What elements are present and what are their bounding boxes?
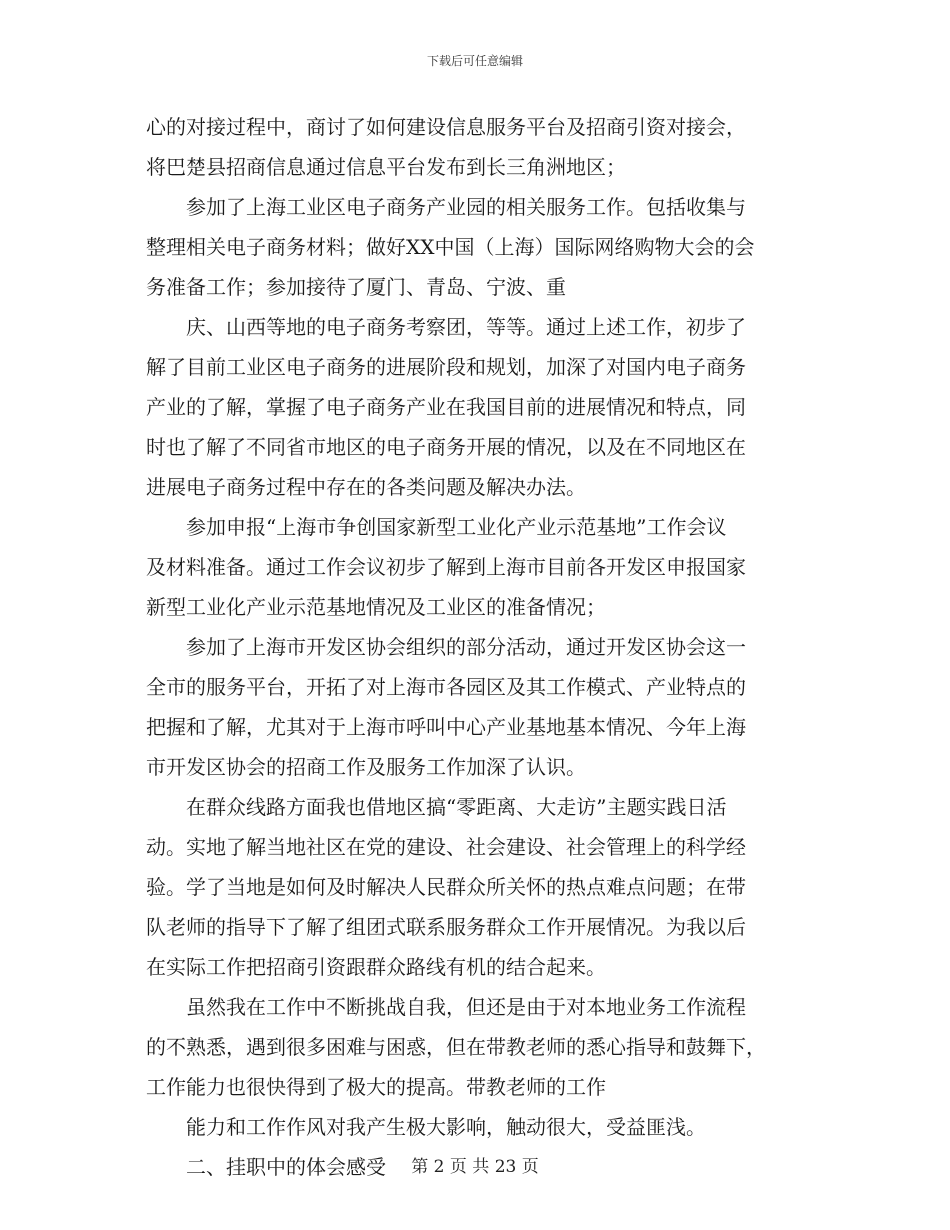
text-line: 的不熟悉，遇到很多困难与困惑，但在带教老师的悉心指导和鼓舞下，	[146, 1035, 766, 1059]
text-line: 解了目前工业区电子商务的进展阶段和规划，加深了对国内电子商务	[146, 355, 746, 379]
text-line: 能力和工作作风对我产生极大影响，触动很大，受益匪浅。	[186, 1115, 706, 1139]
text-line: 市开发区协会的招商工作及服务工作加深了认识。	[146, 755, 586, 779]
text-line: 验。学了当地是如何及时解决人民群众所关怀的热点难点问题；在带	[146, 875, 746, 899]
text-line: 队老师的指导下了解了组团式联系服务群众工作开展情况。为我以后	[146, 915, 746, 939]
text-line: 务准备工作；参加接待了厦门、青岛、宁波、重	[146, 275, 566, 299]
body-text	[146, 107, 806, 1187]
text-line: 参加申报“上海市争创国家新型工业化产业示范基地”工作会议	[186, 515, 727, 539]
text-line: 庆、山西等地的电子商务考察团，等等。通过上述工作，初步了	[186, 315, 746, 339]
text-line: 整理相关电子商务材料；做好XX中国（上海）国际网络购物大会的会	[146, 235, 755, 259]
text-line: 动。实地了解当地社区在党的建设、社会建设、社会管理上的科学经	[146, 835, 746, 859]
text-line: 及材料准备。通过工作会议初步了解到上海市目前各开发区申报国家	[146, 555, 746, 579]
text-line: 工作能力也很快得到了极大的提高。带教老师的工作	[146, 1075, 606, 1099]
text-line: 虽然我在工作中不断挑战自我，但还是由于对本地业务工作流程	[186, 995, 746, 1019]
text-line: 参加了上海市开发区协会组织的部分活动，通过开发区协会这一	[186, 635, 746, 659]
text-line: 时也了解了不同省市地区的电子商务开展的情况，以及在不同地区在	[146, 435, 746, 459]
text-line: 进展电子商务过程中存在的各类问题及解决办法。	[146, 475, 586, 499]
text-line: 新型工业化产业示范基地情况及工业区的准备情况；	[146, 595, 606, 619]
text-line: 在实际工作把招商引资跟群众路线有机的结合起来。	[146, 955, 606, 979]
text-line: 参加了上海工业区电子商务产业园的相关服务工作。包括收集与	[186, 195, 746, 219]
text-line: 把握和了解，尤其对于上海市呼叫中心产业基地基本情况、今年上海	[146, 715, 746, 739]
text-line: 心的对接过程中，商讨了如何建设信息服务平台及招商引资对接会，	[146, 115, 746, 139]
page-header: 下载后可任意编辑	[426, 54, 523, 68]
text-line: 产业的了解，掌握了电子商务产业在我国目前的进展情况和特点，同	[146, 395, 746, 419]
section-heading: 二、挂职中的体会感受	[186, 1155, 386, 1179]
text-line: 在群众线路方面我也借地区搞“零距离、大走访”主题实践日活	[186, 795, 727, 819]
page-footer: 第 2 页 共 23 页	[411, 1157, 539, 1177]
text-line: 全市的服务平台，开拓了对上海市各园区及其工作模式、产业特点的	[146, 675, 746, 699]
text-line: 将巴楚县招商信息通过信息平台发布到长三角洲地区；	[146, 155, 626, 179]
